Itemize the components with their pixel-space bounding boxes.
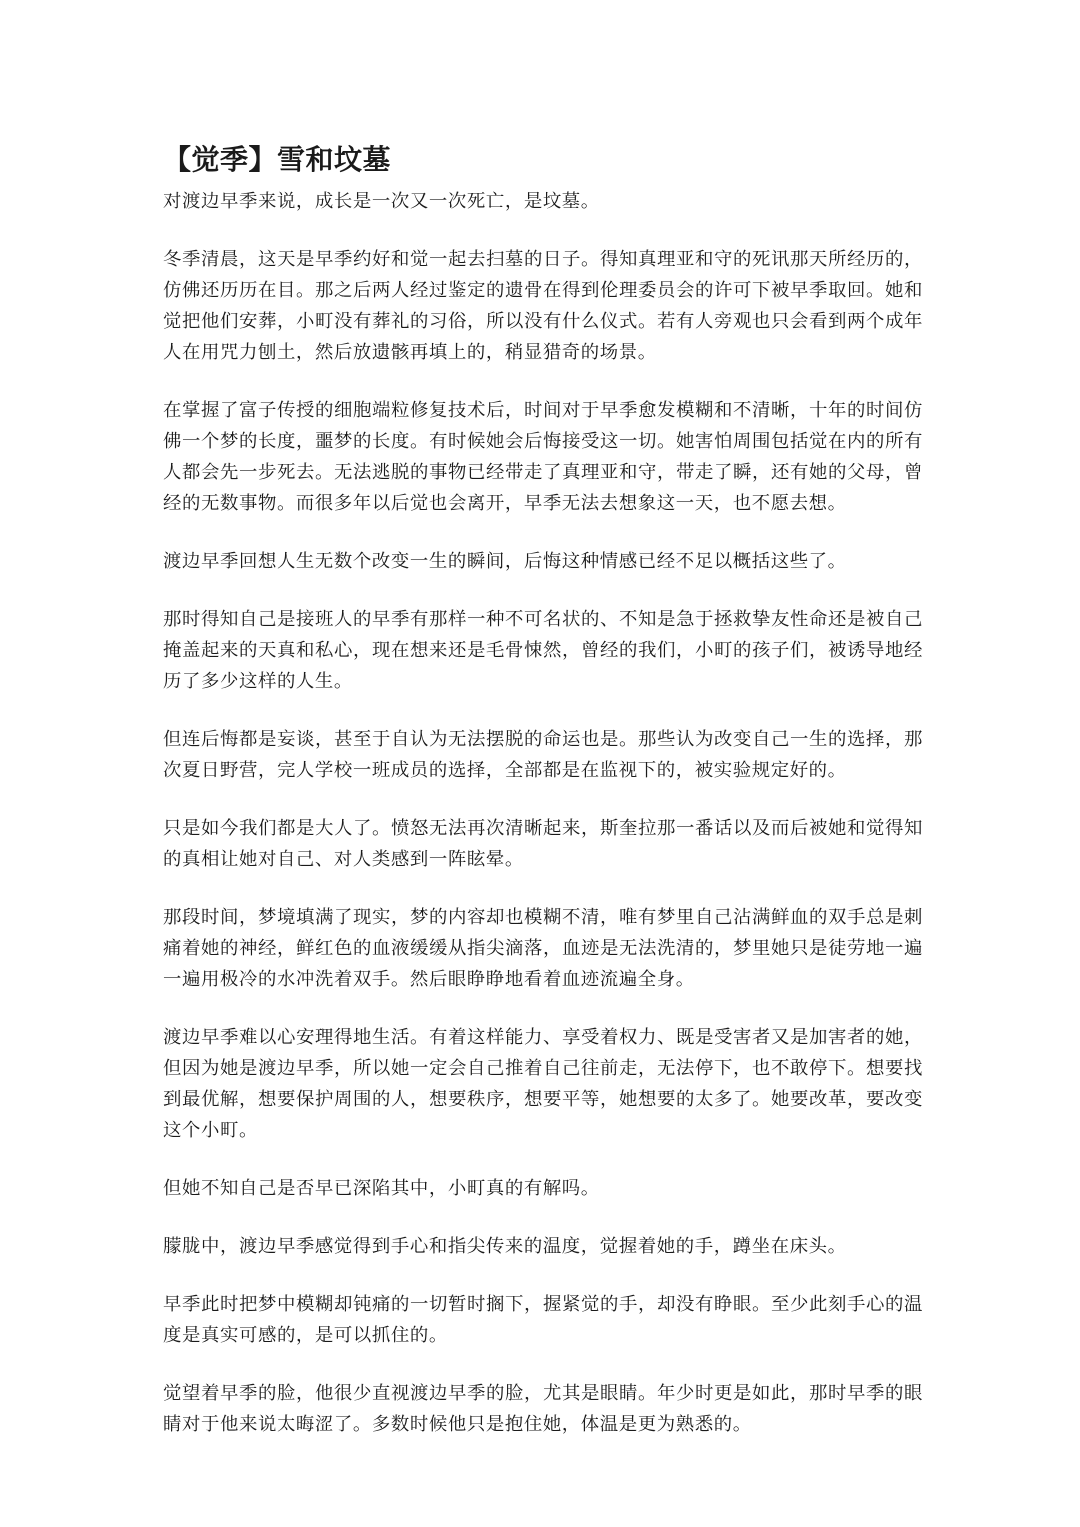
paragraph: 冬季清晨，这天是早季约好和觉一起去扫墓的日子。得知真理亚和守的死讯那天所经历的，仿佛还历历在目。那之后两人经过鉴定的遗骨在得到伦理委员会的许可下被早季取回。她和觉把他们安葬，小町没有葬礼的习俗，所以没有什么仪式。若有人旁观也只会看到两个成年人在用咒力刨土，然后放遗骸再填上的，稍显猎奇的场景。: [163, 249, 923, 363]
paragraph: 对渡边早季来说，成长是一次又一次死亡，是坟墓。: [163, 191, 600, 212]
paragraph: 在掌握了富子传授的细胞端粒修复技术后，时间对于早季愈发模糊和不清晰，十年的时间仿佛一个梦的长度，噩梦的长度。有时候她会后悔接受这一切。她害怕周围包括觉在内的所有人都会先一步死去。无法逃脱的事物已经带走了真理亚和守，带走了瞬，还有她的父母，曾经的无数事物。而很多年以后觉也会离开，早季无法去想象这一天，也不愿去想。: [163, 400, 923, 514]
paragraph: 但她不知自己是否早已深陷其中，小町真的有解吗。: [163, 1178, 600, 1199]
paragraph: 觉望着早季的脸，他很少直视渡边早季的脸，尤其是眼睛。年少时更是如此，那时早季的眼睛对于他来说太晦涩了。多数时候他只是抱住她，体温是更为熟悉的。: [163, 1383, 923, 1435]
paragraph: 渡边早季回想人生无数个改变一生的瞬间，后悔这种情感已经不足以概括这些了。: [163, 551, 847, 572]
paragraph: 那段时间，梦境填满了现实，梦的内容却也模糊不清，唯有梦里自己沾满鲜血的双手总是刺痛着她的神经，鲜红色的血液缓缓从指尖滴落，血迹是无法洗清的，梦里她只是徒劳地一遍一遍用极冷的水冲洗着双手。然后眼睁睁地看着血迹流遍全身。: [163, 907, 923, 990]
paragraph: 渡边早季难以心安理得地生活。有着这样能力、享受着权力、既是受害者又是加害者的她，但因为她是渡边早季，所以她一定会自己推着自己往前走，无法停下，也不敢停下。想要找到最优解，想要保护周围的人，想要秩序，想要平等，她想要的太多了。她要改革，要改变这个小町。: [163, 1027, 923, 1141]
paragraph: 朦胧中，渡边早季感觉得到手心和指尖传来的温度，觉握着她的手，蹲坐在床头。: [163, 1236, 847, 1257]
document-title: 【觉季】雪和坟墓: [163, 143, 392, 176]
paragraph: 但连后悔都是妄谈，甚至于自认为无法摆脱的命运也是。那些认为改变自己一生的选择，那次夏日野营，完人学校一班成员的选择，全部都是在监视下的，被实验规定好的。: [163, 729, 923, 781]
paragraph: 只是如今我们都是大人了。愤怒无法再次清晰起来，斯奎拉那一番话以及而后被她和觉得知的真相让她对自己、对人类感到一阵眩晕。: [163, 818, 923, 870]
paragraph: 那时得知自己是接班人的早季有那样一种不可名状的、不知是急于拯救挚友性命还是被自己掩盖起来的天真和私心，现在想来还是毛骨悚然，曾经的我们，小町的孩子们，被诱导地经历了多少这样的人生。: [163, 609, 923, 692]
paragraph: 早季此时把梦中模糊却钝痛的一切暂时搁下，握紧觉的手，却没有睁眼。至少此刻手心的温度是真实可感的，是可以抓住的。: [163, 1294, 923, 1346]
document-page: [163, 140, 923, 1467]
